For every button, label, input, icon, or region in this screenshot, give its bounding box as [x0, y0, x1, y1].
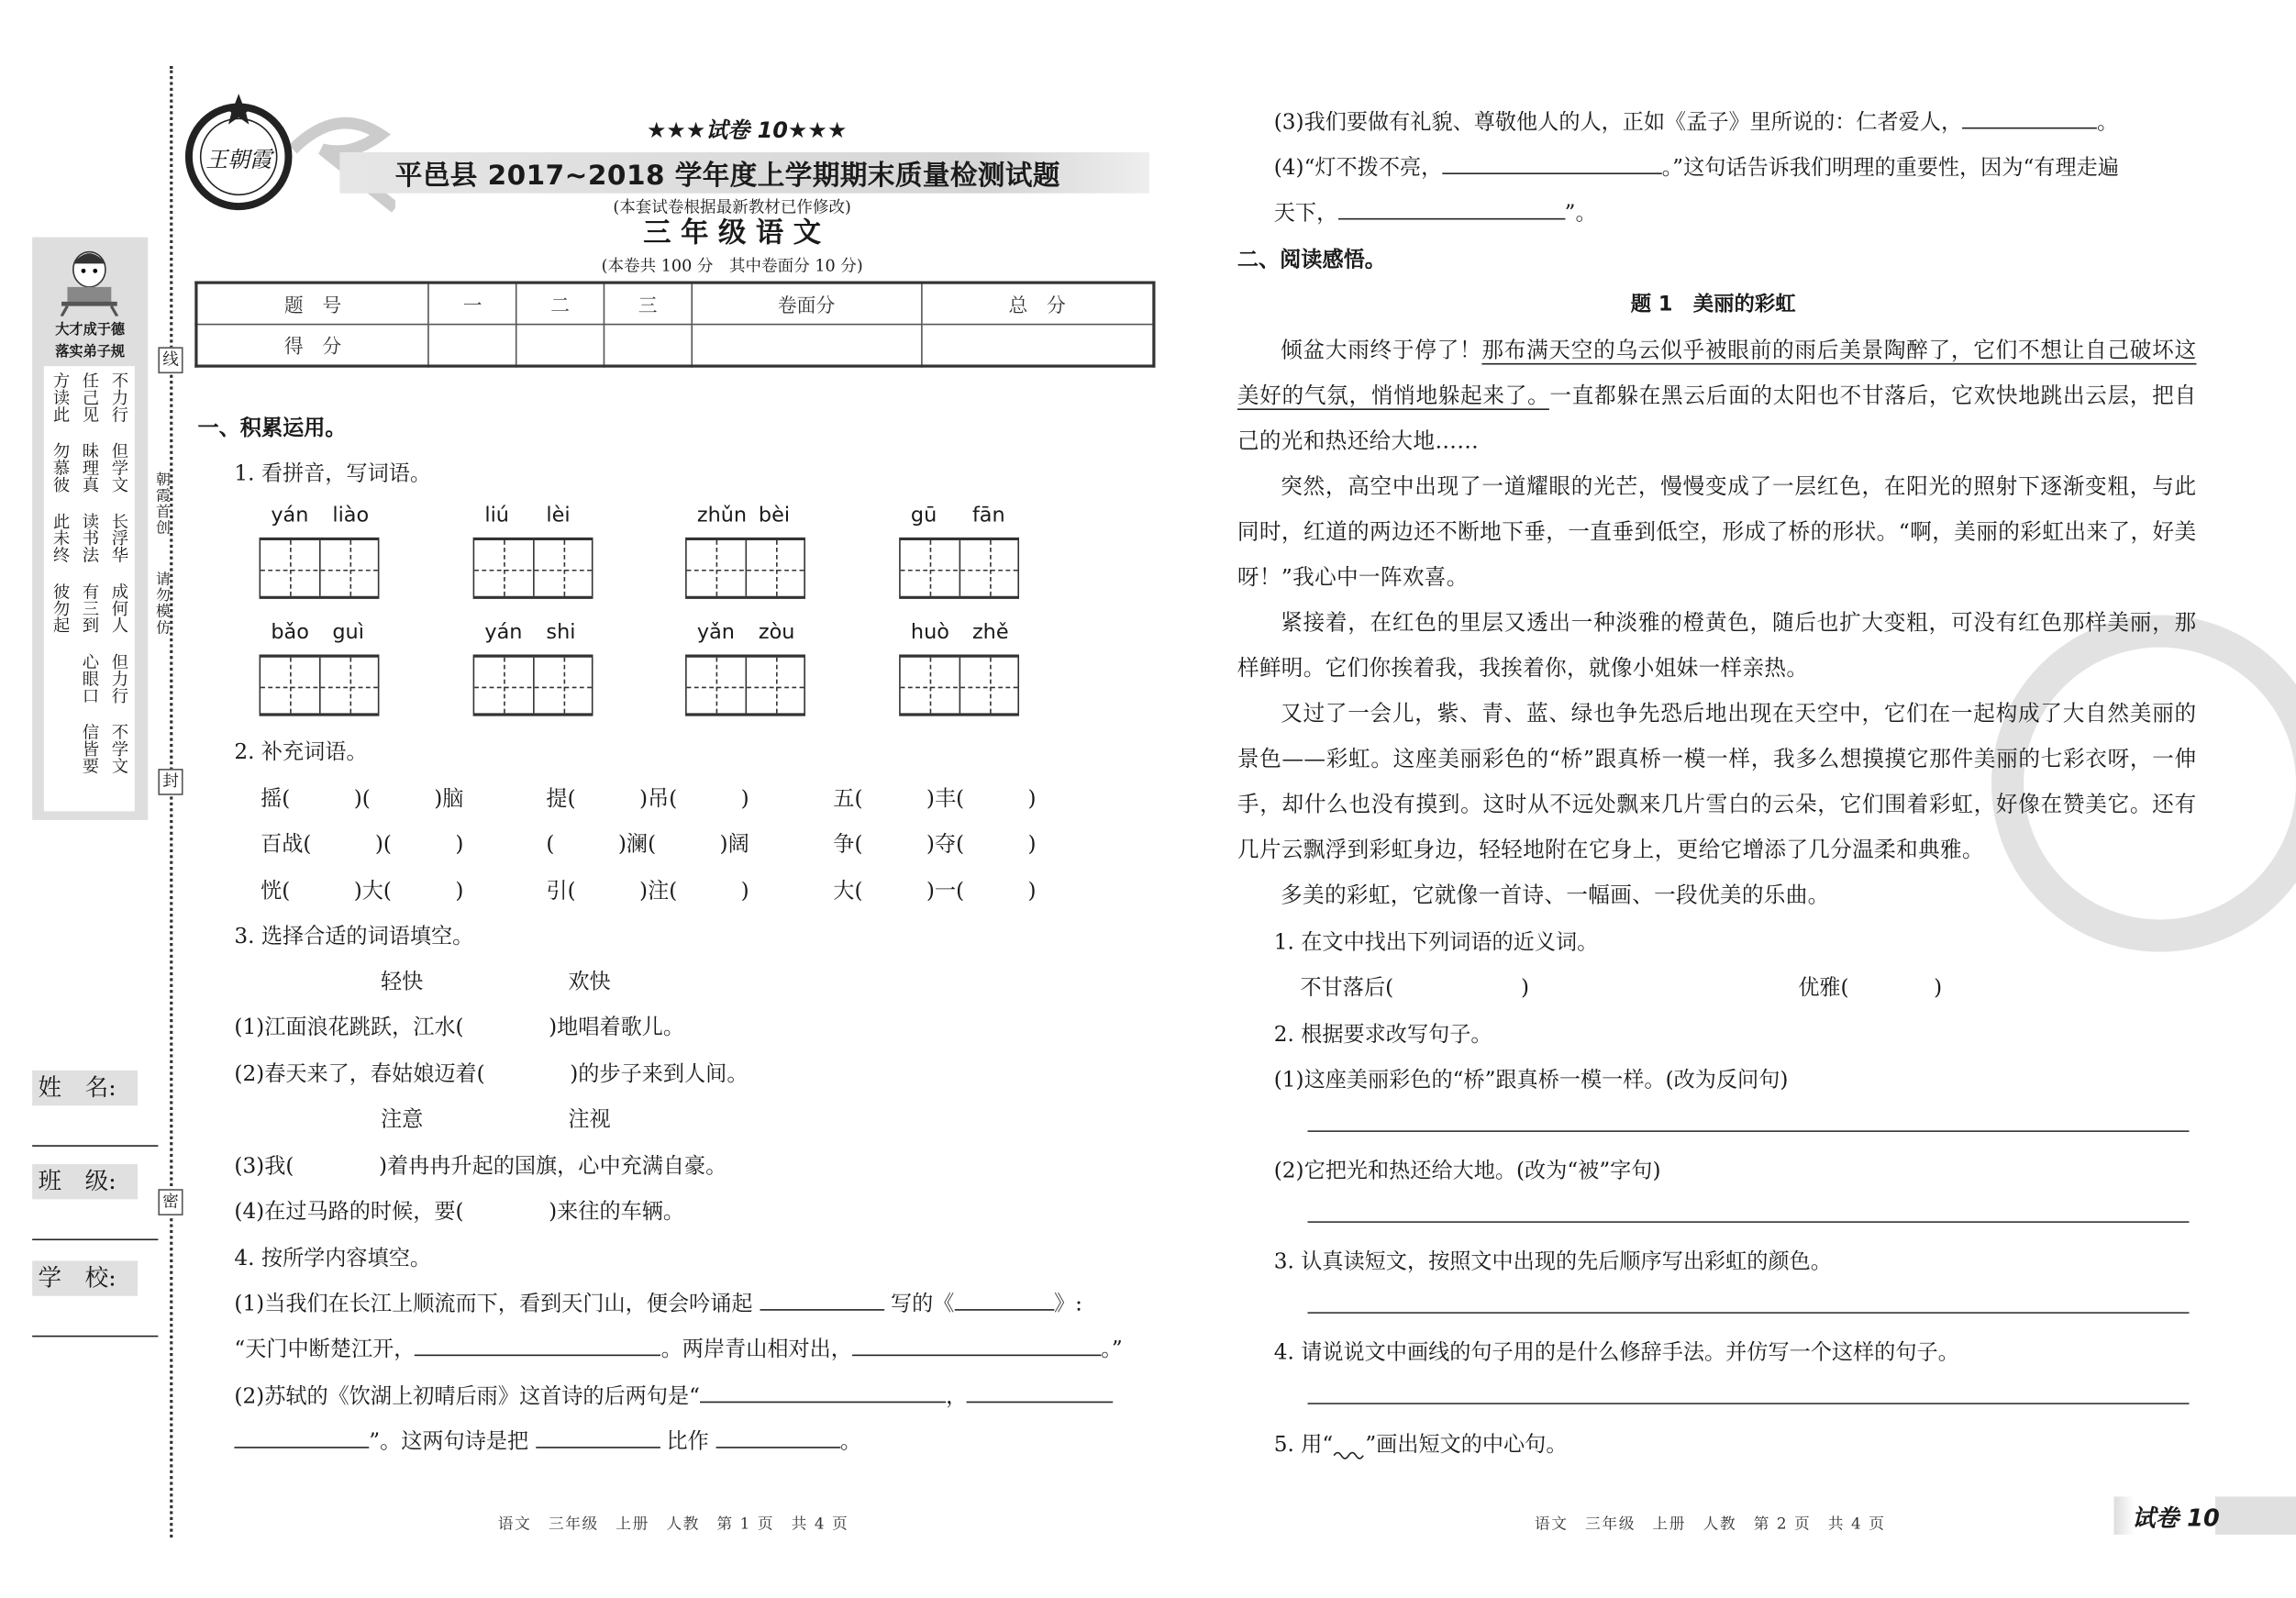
pinyin-syllable: zòu — [758, 620, 795, 645]
revision-note: (本套试卷根据最新教材已作修改) — [613, 197, 851, 217]
name-label: 姓 名: — [32, 1071, 138, 1105]
pinyin-syllable: bèi — [758, 504, 791, 527]
exam-title: 平邑县 2017~2018 学年度上学期期末质量检测试题 — [394, 161, 1060, 193]
score-cell[interactable] — [516, 325, 604, 366]
answer-blank[interactable] — [1337, 201, 1564, 220]
underlined-sentence: 那布满天空的乌云似乎被眼前的雨后美景陶醉了，它们不想让自己破坏这美好的气氛，悄悄地躲起来了。 — [1237, 338, 2197, 409]
answer-blank[interactable] — [1442, 155, 1661, 174]
q4-text: 》: — [1053, 1293, 1082, 1317]
poem-phrase: 但力行 — [109, 652, 131, 705]
poem-phrase: 此未终 — [50, 512, 72, 563]
score-table-score-row — [196, 325, 1154, 366]
q3-sentence-3: (3)我( )着冉冉升起的国旗，心中充满自豪。 — [234, 1155, 727, 1180]
answer-blank[interactable] — [954, 1292, 1054, 1311]
answer-line[interactable] — [1307, 1130, 2189, 1132]
character-writing-box[interactable] — [685, 655, 805, 716]
header-cell: 二 — [516, 283, 604, 324]
vertical-note-2: 请勿模仿 — [152, 571, 169, 636]
q4-text: 比作 — [666, 1430, 709, 1455]
answer-line[interactable] — [1307, 1403, 2189, 1404]
q2-label: 2. 补充词语。 — [234, 740, 368, 765]
pinyin-syllable: lèi — [546, 504, 571, 527]
q4-item-3 — [1274, 105, 2118, 137]
class-label: 班 级: — [32, 1164, 138, 1199]
school-input-line[interactable] — [32, 1336, 158, 1337]
q4-text: (4)“灯不拨不亮， — [1273, 156, 1443, 181]
poem-phrase: 方读此 — [50, 372, 72, 423]
q4-text: 。” — [1101, 1338, 1123, 1362]
q3-sentence-4: (4)在过马路的时候，要( )来往的车辆。 — [234, 1200, 685, 1225]
answer-line[interactable] — [1307, 1221, 2189, 1223]
poem-phrase: 心眼口 — [80, 652, 102, 705]
q2-item: 恍( )大( ) — [261, 880, 464, 904]
q4-text: ”。 — [1564, 202, 1597, 226]
passage-title: 题 1 美丽的彩虹 — [1630, 293, 1796, 316]
score-table — [194, 281, 1155, 367]
logo-text: 王朝霞 — [205, 146, 272, 172]
answer-line[interactable] — [1307, 1312, 2189, 1314]
poem-phrase: 不力行 — [109, 372, 131, 423]
poem-phrase: 彼勿起 — [50, 583, 72, 634]
word-option: 欢快 — [568, 971, 611, 994]
poem-phrase: 勿慕彼 — [50, 442, 72, 494]
footer-page-2: 语文 三年级 上册 人教 第 2 页 共 4 页 — [1534, 1515, 1886, 1534]
q2-item: 大( )一( ) — [833, 880, 1037, 904]
reading-q4: 4. 请说说文中画线的句子用的是什么修辞手法。并仿写一个这样的句子。 — [1273, 1341, 1959, 1365]
pinyin-syllable: zhǔn — [696, 504, 748, 527]
class-input-line[interactable] — [32, 1238, 158, 1240]
subject-title: 三 年 级 语 文 — [643, 216, 822, 250]
poem-column — [49, 372, 72, 811]
reading-q1: 1. 在文中找出下列词语的近义词。 — [1273, 931, 1599, 955]
poem-phrase: 但学文 — [109, 442, 131, 494]
q3-sentence-2: (2)春天来了，春姑娘迈着( )的步子来到人间。 — [234, 1062, 749, 1087]
sidebar-motto-panel — [32, 238, 148, 820]
character-writing-box[interactable] — [260, 538, 380, 599]
answer-blank[interactable] — [967, 1384, 1114, 1404]
q4-text: 。两岸青山相对出， — [660, 1338, 852, 1362]
answer-blank[interactable] — [760, 1292, 884, 1311]
reading-q2-2: (2)它把光和热还给大地。(改为“被”字句) — [1273, 1160, 1661, 1183]
pinyin-syllable: yǎn — [696, 620, 735, 645]
q4-item-4-cont — [1274, 196, 1597, 227]
seal-char-bottom: 密 — [158, 1189, 183, 1215]
word-option: 注意 — [381, 1108, 424, 1132]
reading-q5 — [1274, 1427, 1568, 1459]
answer-blank[interactable] — [234, 1429, 369, 1448]
character-writing-box[interactable] — [899, 655, 1019, 716]
q3-label: 3. 选择合适的词语填空。 — [234, 925, 474, 949]
q4-text: 写的《 — [890, 1293, 955, 1317]
score-cell[interactable] — [428, 325, 516, 366]
poem-phrase: 有三到 — [80, 583, 102, 634]
poem-phrase: 读书法 — [80, 512, 102, 563]
character-writing-box[interactable] — [473, 538, 593, 599]
word-option: 注视 — [568, 1108, 611, 1132]
pinyin-syllable: huò — [910, 620, 949, 645]
passage-paragraph: 紧接着，在红色的里层又透出一种淡雅的橙黄色，随后也扩大变粗，可没有红色那样美丽，那样鲜明。它们你挨着我，我挨着你，就像小姐妹一样亲热。 — [1237, 610, 2197, 682]
poem-phrase: 成何人 — [109, 583, 131, 634]
passage-paragraph: 突然，高空中出现了一道耀眼的光芒，慢慢变成了一层红色，在阳光的照射下逐渐变粗，与此同时，红道的两边还不断地下垂，一直垂到低空，形成了桥的形状。“啊，美丽的彩虹出来了，好美呀！”我心中一阵欢喜。 — [1237, 474, 2197, 591]
passage-paragraph: 又过了一会儿，紫、青、蓝、绿也争先恐后地出现在天空中，它们在一起构成了大自然美丽的景色——彩虹。这座美丽彩色的“桥”跟真桥一模一样，我多么想摸摸它那件美丽的七彩衣呀，一伸手，却什么也没有摸到。这时从不远处飘来几片雪白的云朵，它们围着彩虹，好像在赞美它。还有几片云飘浮到彩虹身边，轻轻地附在它身上，更给它增添了几分温柔和典雅。 — [1237, 701, 2197, 863]
word-option: 轻快 — [381, 971, 424, 994]
q4-label: 4. 按所学内容填空。 — [234, 1248, 432, 1271]
passage-text: 倾盆大雨终于停了！ — [1281, 338, 1482, 363]
reading-q1-b: 优雅( ) — [1798, 976, 1943, 1001]
answer-blank[interactable] — [852, 1337, 1101, 1356]
seal-char-middle: 封 — [158, 769, 183, 795]
school-label: 学 校: — [32, 1260, 138, 1295]
passage-paragraph — [1237, 328, 2197, 464]
header-cell: 题 号 — [196, 283, 428, 324]
q4-text: ， — [946, 1385, 968, 1409]
poem-column — [107, 372, 131, 811]
reading-q3: 3. 认真读短文，按照文中出现的先后顺序写出彩虹的颜色。 — [1273, 1250, 1832, 1274]
dizigui-poem — [44, 366, 135, 811]
passage-text: 一直都躲在黑云后面的太阳也不甘落后，它欢快地跳出云层，把自己的光和热还给大地…… — [1237, 383, 2197, 454]
pinyin-syllable: liú — [484, 504, 509, 527]
q4-item-2-cont — [234, 1425, 861, 1456]
paper-number: ★★★试卷 10★★★ — [646, 117, 848, 144]
q2-item: 百战( )( ) — [261, 833, 464, 857]
q1-label: 1. 看拼音，写词语。 — [234, 462, 432, 486]
character-writing-box[interactable] — [685, 538, 805, 599]
character-writing-box[interactable] — [260, 655, 380, 716]
answer-blank[interactable] — [535, 1429, 660, 1448]
motto-line-1: 大才成于德 — [55, 322, 126, 338]
q2-item: 争( )夺( ) — [833, 833, 1037, 857]
character-writing-box[interactable] — [899, 538, 1019, 599]
answer-blank[interactable] — [1962, 110, 2097, 129]
poem-phrase: 信皆要 — [80, 723, 102, 774]
answer-blank[interactable] — [700, 1384, 946, 1404]
motto-line-2: 落实弟子规 — [55, 344, 126, 361]
poem-phrase: 长浮华 — [109, 512, 131, 563]
q3-sentence-1: (1)江面浪花跳跃，江水( )地唱着歌儿。 — [234, 1015, 685, 1040]
seal-char-top: 线 — [158, 347, 183, 373]
header-cell: 总 分 — [921, 283, 1154, 324]
q5-text: ”画出短文的中心句。 — [1365, 1433, 1568, 1458]
score-table-header-row — [196, 283, 1154, 324]
pinyin-syllable: zhě — [971, 620, 1009, 645]
header-cell: 三 — [604, 283, 691, 324]
score-cell[interactable] — [921, 325, 1154, 366]
q4-item-4 — [1274, 150, 2119, 182]
q4-item-1-poem — [234, 1333, 1122, 1364]
q4-item-1 — [234, 1287, 1082, 1318]
q4-text: 。 — [839, 1430, 862, 1455]
q4-item-2 — [234, 1380, 1114, 1411]
poem-phrase: 任己见 — [80, 372, 102, 423]
poem-column — [78, 372, 102, 811]
pinyin-syllable: fān — [971, 504, 1005, 527]
header-cell: 卷面分 — [692, 283, 921, 324]
pinyin-syllable: yán — [484, 620, 523, 645]
row-label: 得 分 — [196, 325, 428, 366]
section-1-title: 一、积累运用。 — [197, 416, 347, 441]
q4-text: 。 — [2096, 111, 2119, 135]
score-cell[interactable] — [692, 325, 921, 366]
pinyin-syllable: yán — [271, 504, 309, 527]
q4-text: (1)当我们在长江上顺流而下，看到天门山，便会吟诵起 — [234, 1293, 753, 1317]
pinyin-syllable: guì — [332, 620, 364, 645]
q4-text: (2)苏轼的《饮湖上初晴后雨》这首诗的后两句是“ — [234, 1385, 700, 1409]
pinyin-syllable: liào — [332, 504, 370, 527]
pinyin-syllable: shi — [546, 620, 576, 645]
q4-text: 。”这句话告诉我们明理的重要性，因为“有理走遍 — [1661, 156, 2119, 181]
q4-text: “天门中断楚江开， — [234, 1338, 416, 1362]
q2-item: 五( )丰( ) — [833, 787, 1037, 812]
binding-line — [170, 66, 172, 1537]
q2-item: 引( )注( ) — [546, 880, 749, 904]
section-2-title: 二、阅读感悟。 — [1237, 249, 1386, 272]
passage-paragraph: 多美的彩虹，它就像一首诗、一幅画、一段优美的乐曲。 — [1281, 882, 1830, 908]
vertical-note-1: 朝霞首创 — [152, 472, 169, 537]
footer-page-1: 语文 三年级 上册 人教 第 1 页 共 4 页 — [497, 1515, 849, 1534]
q4-text: 天下， — [1273, 202, 1338, 226]
score-note: (本卷共 100 分 其中卷面分 10 分) — [601, 256, 863, 276]
q4-text: (3)我们要做有礼貌、尊敬他人的人，正如《孟子》里所说的：仁者爱人， — [1273, 111, 1963, 135]
pinyin-syllable: gū — [910, 504, 937, 527]
answer-blank[interactable] — [415, 1337, 660, 1356]
q2-item: 摇( )( )脑 — [261, 787, 464, 812]
poem-phrase: 昧理真 — [80, 442, 102, 494]
q5-text: 5. 用“ — [1273, 1433, 1334, 1458]
name-input-line[interactable] — [32, 1145, 158, 1147]
character-writing-box[interactable] — [473, 655, 593, 716]
score-cell[interactable] — [604, 325, 691, 366]
paper-badge: 试卷 10 — [2132, 1504, 2220, 1532]
q4-text: ”。这两句诗是把 — [369, 1430, 529, 1455]
student-reading-icon — [52, 243, 126, 316]
q2-item: ( )澜( )阔 — [546, 833, 749, 857]
header-cell: 一 — [428, 283, 516, 324]
pinyin-syllable: bǎo — [271, 620, 309, 645]
reading-q2: 2. 根据要求改写句子。 — [1273, 1023, 1492, 1048]
answer-blank[interactable] — [715, 1429, 840, 1448]
q2-item: 提( )吊( ) — [546, 787, 749, 812]
poem-phrase: 不学文 — [109, 723, 131, 774]
reading-passage — [1237, 328, 2197, 918]
reading-q1-a: 不甘落后( ) — [1300, 976, 1530, 1001]
reading-q2-1: (1)这座美丽彩色的“桥”跟真桥一模一样。(改为反问句) — [1273, 1069, 1789, 1093]
wavy-line-icon — [1333, 1437, 1365, 1460]
